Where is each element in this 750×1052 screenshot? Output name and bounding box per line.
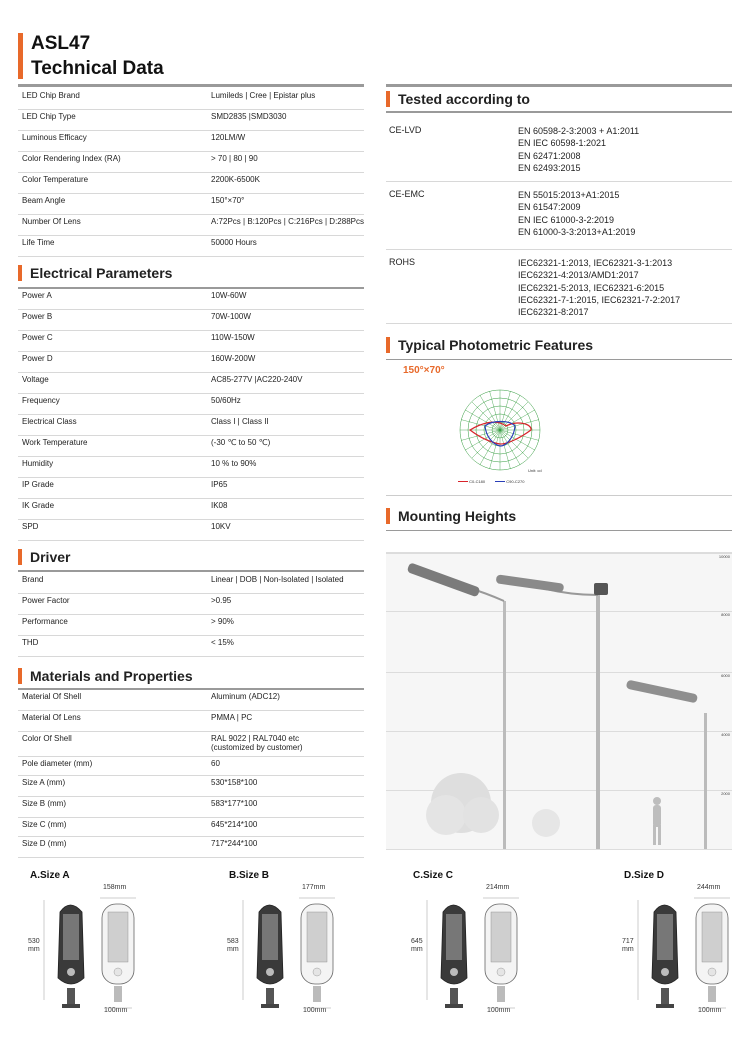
mounting-illustration — [386, 552, 732, 850]
section-tested — [386, 91, 530, 107]
row-label: Size C (mm) — [22, 820, 67, 829]
page-title: Technical Data — [31, 58, 164, 79]
section-accent-bar — [18, 668, 22, 684]
standard-category: CE-EMC — [389, 189, 425, 199]
row-label: Luminous Efficacy — [22, 133, 87, 142]
table-row — [18, 89, 364, 110]
section-title: Mounting Heights — [398, 508, 517, 524]
row-value: 150°×70° — [211, 196, 245, 205]
row-value: Aluminum (ADC12) — [211, 692, 280, 701]
height-dimension: 530 — [28, 938, 40, 945]
unit-label: Unit: cd — [528, 468, 542, 473]
row-label: Material Of Lens — [22, 713, 81, 722]
standard-item: EN 61547:2009 — [518, 202, 581, 213]
row-value: IK08 — [211, 501, 228, 510]
table-row — [18, 457, 364, 478]
section-accent-bar — [386, 91, 390, 107]
table-row — [18, 732, 364, 757]
table-row — [18, 331, 364, 352]
electrical-table — [18, 289, 364, 541]
table-row — [18, 573, 364, 594]
height-unit: mm — [227, 946, 239, 953]
row-label: Power Factor — [22, 596, 70, 605]
standard-item: IEC62321-1:2013, IEC62321-3-1:2013 — [518, 258, 673, 268]
table-row — [18, 797, 364, 818]
height-dimension: 645 — [411, 938, 423, 945]
row-value: 110W-150W — [211, 333, 255, 342]
luminaire-drawing — [239, 892, 349, 1016]
table-row — [18, 690, 364, 711]
standard-item: IEC62321-7-1:2015, IEC62321-7-2:2017 — [518, 294, 681, 305]
row-value: 583*177*100 — [211, 799, 258, 808]
polar-spoke — [465, 430, 500, 450]
pole-dimension: 100mm — [487, 1007, 511, 1014]
table-row — [18, 415, 364, 436]
polar-diagram — [440, 374, 560, 486]
row-label: Voltage — [22, 375, 49, 384]
row-value: (-30 ℃ to 50 ℃) — [211, 438, 271, 447]
row-label: Size A (mm) — [22, 778, 66, 787]
row-label: THD — [22, 638, 39, 647]
section-accent-bar — [386, 337, 390, 353]
row-label: Number Of Lens — [22, 217, 81, 226]
section-electrical — [18, 265, 172, 281]
title-accent-bar — [18, 33, 23, 79]
low-pole — [704, 713, 707, 849]
height-unit: mm — [411, 946, 423, 953]
section-rule — [386, 495, 732, 496]
row-label: Electrical Class — [22, 417, 77, 426]
row-value: 50000 Hours — [211, 238, 257, 247]
row-label: Brand — [22, 575, 44, 584]
row-value: 70W-100W — [211, 312, 251, 321]
row-value: Lumileds | Cree | Epistar plus — [211, 91, 316, 100]
row-label: Material Of Shell — [22, 692, 82, 701]
height-label: 6000 — [721, 673, 730, 678]
luminaire-drawing — [634, 892, 744, 1016]
section-title: Tested according to — [398, 91, 530, 107]
width-dimension: 158mm — [103, 884, 127, 891]
luminaire-drawing — [40, 892, 150, 1016]
header-rule-right — [386, 84, 732, 87]
row-label: Humidity — [22, 459, 54, 468]
height-label: 10000 — [718, 554, 730, 559]
table-row — [18, 499, 364, 520]
table-row — [18, 310, 364, 331]
section-title: Typical Photometric Features — [398, 337, 594, 353]
row-label: Color Rendering Index (RA) — [22, 154, 121, 163]
table-row — [18, 837, 364, 858]
section-accent-bar — [18, 265, 22, 281]
standard-list — [518, 125, 639, 174]
standard-item: EN IEC 61000-3-2:2019 — [518, 214, 615, 225]
section-rule — [18, 570, 364, 572]
section-rule — [386, 111, 732, 113]
row-value: >0.95 — [211, 596, 232, 605]
table-row — [18, 289, 364, 310]
pole-dimension: 100mm — [303, 1007, 327, 1014]
width-dimension: 244mm — [697, 884, 721, 891]
luminaire-tall — [496, 574, 565, 592]
section-title: Driver — [30, 549, 71, 565]
height-label: 2000 — [721, 791, 730, 796]
polar-spoke — [500, 430, 535, 450]
polar-spoke — [480, 430, 500, 465]
luminaire-low — [626, 680, 698, 704]
row-value: RAL 9022 | RAL7040 etc — [211, 734, 300, 743]
row-value: 2200K-6500K — [211, 175, 260, 184]
header-rule-left — [18, 84, 364, 87]
standard-item: IEC62321-8:2017 — [518, 307, 589, 318]
luminaire-mid — [407, 562, 481, 597]
row-label: Frequency — [22, 396, 60, 405]
row-label: Beam Angle — [22, 196, 66, 205]
row-value: 60 — [211, 759, 220, 768]
polar-spoke — [500, 430, 520, 465]
standard-category: CE-LVD — [389, 125, 422, 135]
person-figure — [653, 797, 661, 805]
section-accent-bar — [18, 549, 22, 565]
row-label: Color Of Shell — [22, 734, 72, 743]
row-value: 530*158*100 — [211, 778, 258, 787]
row-value: > 90% — [211, 617, 234, 626]
standard-item: IEC62321-4:2013/AMD1:2017 — [518, 270, 639, 281]
row-label: Performance — [22, 617, 68, 626]
section-rule — [386, 359, 732, 360]
table-row — [18, 478, 364, 499]
tall-pole — [596, 593, 600, 849]
model-title: ASL47 — [31, 33, 91, 54]
tree-small — [532, 809, 560, 837]
legend-c0: C0-C180 — [458, 479, 485, 484]
section-rule — [386, 530, 732, 531]
table-row — [18, 173, 364, 194]
beam-angle-label: 150°×70° — [403, 365, 445, 376]
section-title: Materials and Properties — [30, 668, 193, 684]
width-dimension: 177mm — [302, 884, 326, 891]
row-value: 50/60Hz — [211, 396, 241, 405]
table-row — [18, 194, 364, 215]
driver-table — [18, 573, 364, 657]
row-value: 10 % to 90% — [211, 459, 257, 468]
section-mounting — [386, 508, 516, 524]
polar-grid — [460, 390, 540, 470]
row-value: SMD2835 |SMD3030 — [211, 112, 287, 121]
height-label: 8000 — [721, 612, 730, 617]
curve-c0-c180 — [470, 422, 531, 444]
standard-group — [386, 253, 732, 324]
row-value: 160W-200W — [211, 354, 256, 363]
mid-pole — [503, 601, 506, 849]
row-label: IP Grade — [22, 480, 54, 489]
table-row — [18, 131, 364, 152]
table-row — [18, 352, 364, 373]
section-photometric — [386, 337, 593, 353]
row-value: 717*244*100 — [211, 839, 258, 848]
standard-category: ROHS — [389, 257, 416, 267]
height-unit: mm — [28, 946, 40, 953]
row-label: SPD — [22, 522, 39, 531]
section-materials — [18, 668, 193, 684]
size-heading: C.Size C — [413, 870, 454, 881]
standard-group — [386, 121, 732, 182]
materials-table — [18, 690, 364, 858]
standard-item: EN IEC 60598-1:2021 — [518, 138, 607, 149]
row-value: > 70 | 80 | 90 — [211, 154, 258, 163]
polar-spoke — [465, 410, 500, 430]
polar-spoke — [480, 395, 500, 430]
street-scene — [386, 553, 732, 849]
row-value: 645*214*100 — [211, 820, 258, 829]
standard-list — [518, 257, 680, 318]
standard-list — [518, 189, 635, 238]
table-row — [18, 636, 364, 657]
table-row — [18, 594, 364, 615]
section-title: Electrical Parameters — [30, 265, 173, 281]
standard-group — [386, 185, 732, 250]
table-row — [18, 110, 364, 131]
technical-table — [18, 89, 364, 257]
table-row — [18, 757, 364, 776]
height-label: 4000 — [721, 732, 730, 737]
size-heading: D.Size D — [624, 870, 665, 881]
table-row — [18, 711, 364, 732]
pole-dimension: 100mm — [104, 1007, 128, 1014]
width-dimension: 214mm — [486, 884, 510, 891]
row-label: Life Time — [22, 238, 55, 247]
row-label: LED Chip Type — [22, 112, 76, 121]
row-value: < 15% — [211, 638, 234, 647]
row-label: IK Grade — [22, 501, 55, 510]
table-row — [18, 520, 364, 541]
table-row — [18, 615, 364, 636]
row-value: PMMA | PC — [211, 713, 253, 722]
standard-item: EN 55015:2013+A1:2015 — [518, 190, 620, 200]
height-dimension: 583 — [227, 938, 239, 945]
row-label: Color Temperature — [22, 175, 89, 184]
row-value: Class I | Class II — [211, 417, 269, 426]
polar-legend — [458, 479, 525, 484]
row-label: Work Temperature — [22, 438, 88, 447]
row-label: Size B (mm) — [22, 799, 66, 808]
row-value: AC85-277V |AC220-240V — [211, 375, 303, 384]
row-value: 10W-60W — [211, 291, 247, 300]
luminaire-drawing — [423, 892, 533, 1016]
standard-item: EN 62493:2015 — [518, 162, 581, 173]
pole-dimension: 100mm — [698, 1007, 722, 1014]
row-value: 120LM/W — [211, 133, 246, 142]
table-row — [18, 436, 364, 457]
polar-spoke — [500, 410, 535, 430]
table-row — [18, 152, 364, 173]
standard-item: EN 62471:2008 — [518, 150, 581, 161]
row-label: Power D — [22, 354, 53, 363]
row-label: Size D (mm) — [22, 839, 67, 848]
row-value-note: (customized by customer) — [211, 743, 303, 752]
row-label: Power B — [22, 312, 53, 321]
row-value: IP65 — [211, 480, 228, 489]
table-row — [18, 236, 364, 257]
table-row — [18, 215, 364, 236]
legend-c90: C90-C270 — [495, 479, 524, 484]
table-row — [18, 394, 364, 415]
table-row — [18, 818, 364, 837]
height-dimension: 717 — [622, 938, 634, 945]
row-label: Power C — [22, 333, 53, 342]
row-value: Linear | DOB | Non-Isolated | Isolated — [211, 575, 344, 584]
standard-item: IEC62321-5:2013, IEC62321-6:2015 — [518, 282, 665, 293]
row-value: A:72Pcs | B:120Pcs | C:216Pcs | D:288Pcs — [211, 217, 364, 226]
height-unit: mm — [622, 946, 634, 953]
section-accent-bar — [386, 508, 390, 524]
size-heading: B.Size B — [229, 870, 270, 881]
row-value: 10KV — [211, 522, 231, 531]
table-row — [18, 373, 364, 394]
standard-item: EN 60598-2-3:2003 + A1:2011 — [518, 126, 640, 136]
row-label: Power A — [22, 291, 52, 300]
size-heading: A.Size A — [30, 870, 70, 881]
row-label: LED Chip Brand — [22, 91, 80, 100]
row-label: Pole diameter (mm) — [22, 759, 93, 768]
standard-item: EN 61000-3-3:2013+A1:2019 — [518, 226, 636, 237]
table-row — [18, 776, 364, 797]
section-driver — [18, 549, 70, 565]
